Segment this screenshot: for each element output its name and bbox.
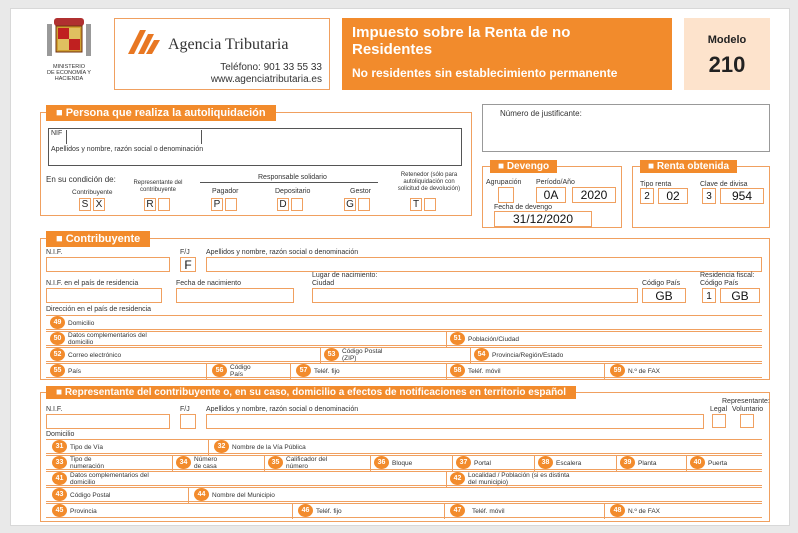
devengo-title: ■ Devengo	[490, 160, 557, 173]
r-num-41: 41	[52, 472, 67, 485]
r-lbl-36: Bloque	[392, 460, 413, 467]
c-nif-res-label: N.I.F. en el país de residencia	[46, 280, 139, 287]
ministerio-label: MINISTERIO DE ECONOMÍA Y HACIENDA	[47, 64, 91, 82]
representante-box-2[interactable]	[158, 198, 170, 211]
c-num-52: 52	[50, 348, 65, 361]
agencia-web: www.agenciatributaria.es	[210, 74, 322, 85]
r-num-34: 34	[176, 456, 191, 469]
r-fj-input[interactable]	[180, 414, 196, 429]
solidario-label: Responsable solidario	[258, 174, 327, 181]
pagador-box[interactable]: P	[211, 198, 223, 211]
r-num-37: 37	[456, 456, 471, 469]
agrupacion-input[interactable]	[498, 187, 514, 203]
c-div-53	[320, 347, 321, 363]
c-codpais-label: Código País	[642, 280, 681, 287]
r-legal-box[interactable]	[712, 414, 726, 428]
retenedor-box-2[interactable]	[424, 198, 436, 211]
depositario-box[interactable]: D	[277, 198, 289, 211]
c-lbl-55: País	[68, 368, 82, 375]
c-div-59	[604, 363, 605, 379]
c-num-53: 53	[324, 348, 339, 361]
r-div-32	[208, 439, 209, 455]
representante-label: Representante del contribuyente	[133, 180, 183, 193]
agencia-phone: Teléfono: 901 33 55 33	[220, 62, 322, 73]
c-lbl-52: Correo electrónico	[68, 352, 122, 359]
c-fecha-nac-label: Fecha de nacimiento	[176, 280, 241, 287]
autoliq-nif-label: NIF	[51, 130, 63, 137]
c-ciudad-label: Ciudad	[312, 280, 335, 287]
c-lbl-51: Población/Ciudad	[468, 336, 519, 343]
clave-divisa-label: Clave de divisa	[700, 181, 748, 188]
contribuyente-s-box[interactable]: S	[79, 198, 91, 211]
r-num-38: 38	[538, 456, 553, 469]
r-div-42	[446, 471, 447, 487]
r-lbl-47: Teléf. móvil	[472, 508, 505, 515]
fecha-devengo-input[interactable]: 31/12/2020	[494, 211, 592, 227]
c-lugar-label: Lugar de nacimiento:	[312, 272, 378, 279]
c-lbl-53: Código Postal (ZIP)	[342, 348, 383, 362]
c-residencia-cod-label: Código País	[700, 280, 739, 287]
clave-divisa-input[interactable]: 954	[720, 188, 764, 204]
c-num-50: 50	[50, 332, 65, 345]
r-div-37	[452, 455, 453, 471]
gestor-box[interactable]: G	[344, 198, 356, 211]
r-lbl-39: Planta	[638, 460, 657, 467]
contribuyente-label: Contribuyente	[72, 189, 113, 196]
representante-title: ■ Representante del contribuyente o, en su caso, domicilio a efectos de notificaciones en territorio español	[46, 386, 576, 399]
c-ciudad-input[interactable]	[312, 288, 638, 303]
r-num-48: 48	[610, 504, 625, 517]
r-num-42: 42	[450, 472, 465, 485]
c-nif-label: N.I.F.	[46, 249, 63, 256]
c-lbl-57: Teléf. fijo	[314, 368, 340, 375]
c-num-49: 49	[50, 316, 65, 329]
c-direccion-label: Dirección en el país de residencia	[46, 306, 152, 313]
modelo-label: Modelo	[707, 34, 747, 46]
r-num-39: 39	[620, 456, 635, 469]
periodo-input[interactable]: 0A	[536, 187, 566, 203]
r-div-38	[534, 455, 535, 471]
r-repr-label: Representante:	[722, 398, 770, 405]
r-lbl-31: Tipo de Vía	[70, 444, 104, 451]
c-fecha-nac-input[interactable]	[176, 288, 294, 303]
tipo-renta-label: Tipo renta	[640, 181, 672, 188]
r-nif-label: N.I.F.	[46, 406, 63, 413]
agrupacion-label: Agrupación	[486, 179, 522, 186]
c-num-56: 56	[212, 364, 227, 377]
contribuyente-x-box[interactable]: X	[93, 198, 105, 211]
agencia-logo-icon	[124, 26, 162, 58]
r-lbl-35: Calificador del número	[286, 456, 328, 470]
r-num-44: 44	[194, 488, 209, 501]
r-num-33: 33	[52, 456, 67, 469]
autoliq-name-label: Apellidos y nombre, razón social o denominación	[51, 146, 204, 153]
r-lbl-48: N.º de FAX	[628, 508, 660, 515]
r-num-36: 36	[374, 456, 389, 469]
retenedor-box[interactable]: T	[410, 198, 422, 211]
r-name-label: Apellidos y nombre, razón social o denominación	[206, 406, 359, 413]
r-lbl-42: Localidad / Población (si es distinta del municipio)	[468, 472, 570, 486]
solidario-divider	[200, 182, 378, 183]
c-lbl-58: Teléf. móvil	[468, 368, 501, 375]
r-div-34	[172, 455, 173, 471]
r-voluntario-box[interactable]	[740, 414, 754, 428]
c-residencia-num: 1	[702, 288, 716, 303]
c-div-56	[206, 363, 207, 379]
r-lbl-32: Nombre de la Vía Pública	[232, 444, 306, 451]
depositario-label: Depositario	[275, 188, 311, 195]
c-num-59: 59	[610, 364, 625, 377]
r-lbl-45: Provincia	[70, 508, 97, 515]
c-lbl-59: N.º de FAX	[628, 368, 660, 375]
r-lbl-44: Nombre del Municipio	[212, 492, 275, 499]
agencia-name: Agencia Tributaria	[168, 36, 289, 53]
c-fj-label: F/J	[180, 249, 190, 256]
c-lbl-50: Datos complementarios del domicilio	[68, 332, 147, 346]
r-row-1	[46, 439, 762, 454]
pagador-label: Pagador	[212, 188, 239, 195]
c-name-input[interactable]	[206, 257, 762, 272]
c-codpais-input[interactable]: GB	[642, 288, 686, 303]
c-lbl-49: Domicilio	[68, 320, 95, 327]
autoliq-title: ■ Persona que realiza la autoliquidación	[46, 105, 276, 121]
depositario-box-2[interactable]	[291, 198, 303, 211]
r-fj-label: F/J	[180, 406, 190, 413]
contribuyente-title: ■ Contribuyente	[46, 231, 150, 247]
r-lbl-41: Datos complementarios del domicilio	[70, 472, 149, 486]
r-num-43: 43	[52, 488, 67, 501]
c-div-57	[290, 363, 291, 379]
c-num-51: 51	[450, 332, 465, 345]
r-lbl-34: Número de casa	[194, 456, 218, 470]
r-num-40: 40	[690, 456, 705, 469]
periodo-label: Período/Año	[536, 179, 575, 186]
c-lbl-54: Provincia/Región/Estado	[492, 352, 564, 359]
fecha-devengo-label: Fecha de devengo	[494, 204, 552, 211]
r-row-4	[46, 487, 762, 502]
c-lbl-56: Código País	[230, 364, 251, 378]
pagador-box-2[interactable]	[225, 198, 237, 211]
autoliq-nif-input[interactable]	[66, 130, 202, 144]
c-num-54: 54	[474, 348, 489, 361]
r-div-40	[686, 455, 687, 471]
justificante-label: Número de justificante:	[500, 109, 582, 118]
clave-divisa-num: 3	[702, 188, 716, 204]
r-div-46	[292, 503, 293, 519]
coat-of-arms-icon	[44, 16, 94, 62]
r-num-47: 47	[450, 504, 465, 517]
r-div-35	[264, 455, 265, 471]
c-fj-input[interactable]: F	[180, 257, 196, 272]
r-lbl-46: Teléf. fijo	[316, 508, 342, 515]
r-div-48	[604, 503, 605, 519]
tipo-renta-num: 2	[640, 188, 654, 204]
r-nif-input[interactable]	[46, 414, 170, 429]
r-div-47	[444, 503, 445, 519]
modelo-number: 210	[708, 52, 746, 77]
title-line2: Residentes	[352, 41, 433, 58]
c-residencia-input[interactable]: GB	[720, 288, 760, 303]
r-name-input[interactable]	[206, 414, 704, 429]
renta-title: ■ Renta obtenida	[640, 160, 737, 173]
c-div-58	[446, 363, 447, 379]
r-lbl-33: Tipo de numeración	[70, 456, 104, 470]
r-div-36	[370, 455, 371, 471]
year-input[interactable]: 2020	[572, 187, 616, 203]
title-line3: No residentes sin establecimiento permanente	[352, 66, 618, 80]
c-num-58: 58	[450, 364, 465, 377]
c-row-1	[46, 315, 762, 330]
tipo-renta-input[interactable]: 02	[658, 188, 688, 204]
r-div-44	[188, 487, 189, 503]
r-num-35: 35	[268, 456, 283, 469]
title-line1: Impuesto sobre la Renta de no	[352, 24, 571, 41]
c-div-50	[446, 331, 447, 347]
r-num-31: 31	[52, 440, 67, 453]
r-lbl-40: Puerta	[708, 460, 728, 467]
c-num-55: 55	[50, 364, 65, 377]
c-num-57: 57	[296, 364, 311, 377]
r-domicilio-label: Domicilio	[46, 431, 75, 438]
r-lbl-38: Escalera	[556, 460, 582, 467]
r-div-39	[616, 455, 617, 471]
r-lbl-37: Portal	[474, 460, 491, 467]
r-legal-label: Legal	[710, 406, 728, 413]
r-lbl-43: Código Postal	[70, 492, 111, 499]
c-row-2	[46, 331, 762, 346]
c-div-54	[470, 347, 471, 363]
c-row-3	[46, 347, 762, 362]
representante-box[interactable]: R	[144, 198, 156, 211]
c-name-label: Apellidos y nombre, razón social o denominación	[206, 249, 359, 256]
condicion-label: En su condición de:	[46, 175, 116, 184]
gestor-label: Gestor	[350, 188, 372, 195]
c-nif-input[interactable]	[46, 257, 170, 272]
r-num-46: 46	[298, 504, 313, 517]
r-num-45: 45	[52, 504, 67, 517]
c-residencia-label: Residencia fiscal:	[700, 272, 755, 279]
r-num-32: 32	[214, 440, 229, 453]
r-voluntario-label: Voluntario	[732, 406, 764, 413]
retenedor-label: Retenedor (sólo para autoliquidación con solicitud de devolución)	[397, 172, 461, 192]
gestor-box-2[interactable]	[358, 198, 370, 211]
c-nif-res-input[interactable]	[46, 288, 162, 303]
